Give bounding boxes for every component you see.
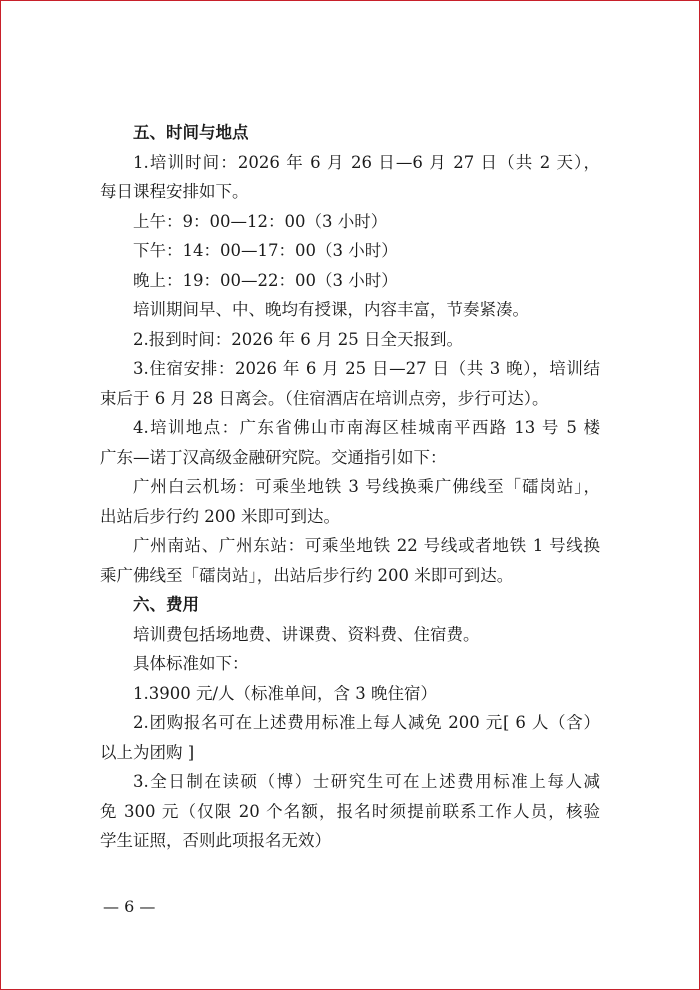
schedule-morning: 上午：9：00—12：00（3 小时）	[133, 211, 388, 231]
fee-item-2-line-1: 2.团购报名可在上述费用标准上每人减免 200 元[ 6 人（含）	[133, 713, 600, 732]
accommodation-line-2: 束后于 6 月 28 日离会。（住宿酒店在培训点旁，步行可达）。	[100, 388, 549, 408]
section-heading-time-place: 五、时间与地点	[133, 123, 249, 142]
fee-item-2-line-2: 以上为团购 ]	[100, 742, 195, 762]
fee-item-3-line-2: 免 300 元（仅限 20 个名额，报名时须提前联系工作人员，核验	[100, 801, 600, 821]
directions-station-line-1: 广州南站、广州东站：可乘坐地铁 22 号线或者地铁 1 号线换	[133, 536, 600, 555]
checkin-time: 2.报到时间：2026 年 6 月 25 日全天报到。	[133, 329, 463, 349]
page-number: — 6 —	[103, 897, 156, 916]
fee-item-1: 1.3900 元/人（标准单间，含 3 晚住宿）	[133, 683, 438, 703]
fees-standard-intro: 具体标准如下：	[133, 654, 249, 673]
directions-station-line-2: 乘广佛线至「礌岗站」，出站后步行约 200 米即可到达。	[100, 565, 514, 585]
document-body	[100, 118, 600, 856]
fee-item-3-line-3: 学生证照，否则此项报名无效）	[100, 831, 331, 850]
schedule-afternoon: 下午：14：00—17：00（3 小时）	[133, 241, 398, 260]
training-time-line-1: 1.培训时间：2026 年 6 月 26 日—6 月 27 日（共 2 天），	[133, 152, 600, 172]
section-heading-fees: 六、费用	[133, 595, 199, 614]
venue-line-2: 广东—诺丁汉高级金融研究院。交通指引如下：	[100, 447, 447, 467]
training-time-line-2: 每日课程安排如下。	[100, 182, 249, 201]
directions-airport-line-2: 出站后步行约 200 米即可到达。	[100, 506, 340, 526]
accommodation-line-1: 3.住宿安排：2026 年 6 月 25 日—27 日（共 3 晚），培训结	[133, 359, 600, 378]
schedule-evening: 晚上：19：00—22：00（3 小时）	[133, 270, 398, 290]
schedule-summary: 培训期间早、中、晚均有授课，内容丰富，节奏紧凑。	[133, 300, 529, 319]
venue-line-1: 4.培训地点：广东省佛山市南海区桂城南平西路 13 号 5 楼	[133, 418, 600, 437]
fee-item-3-line-1: 3.全日制在读硕（博）士研究生可在上述费用标准上每人减	[133, 772, 600, 791]
directions-airport-line-1: 广州白云机场：可乘坐地铁 3 号线换乘广佛线至「礌岗站」，	[133, 477, 600, 496]
fees-includes: 培训费包括场地费、讲课费、资料费、住宿费。	[133, 624, 480, 644]
